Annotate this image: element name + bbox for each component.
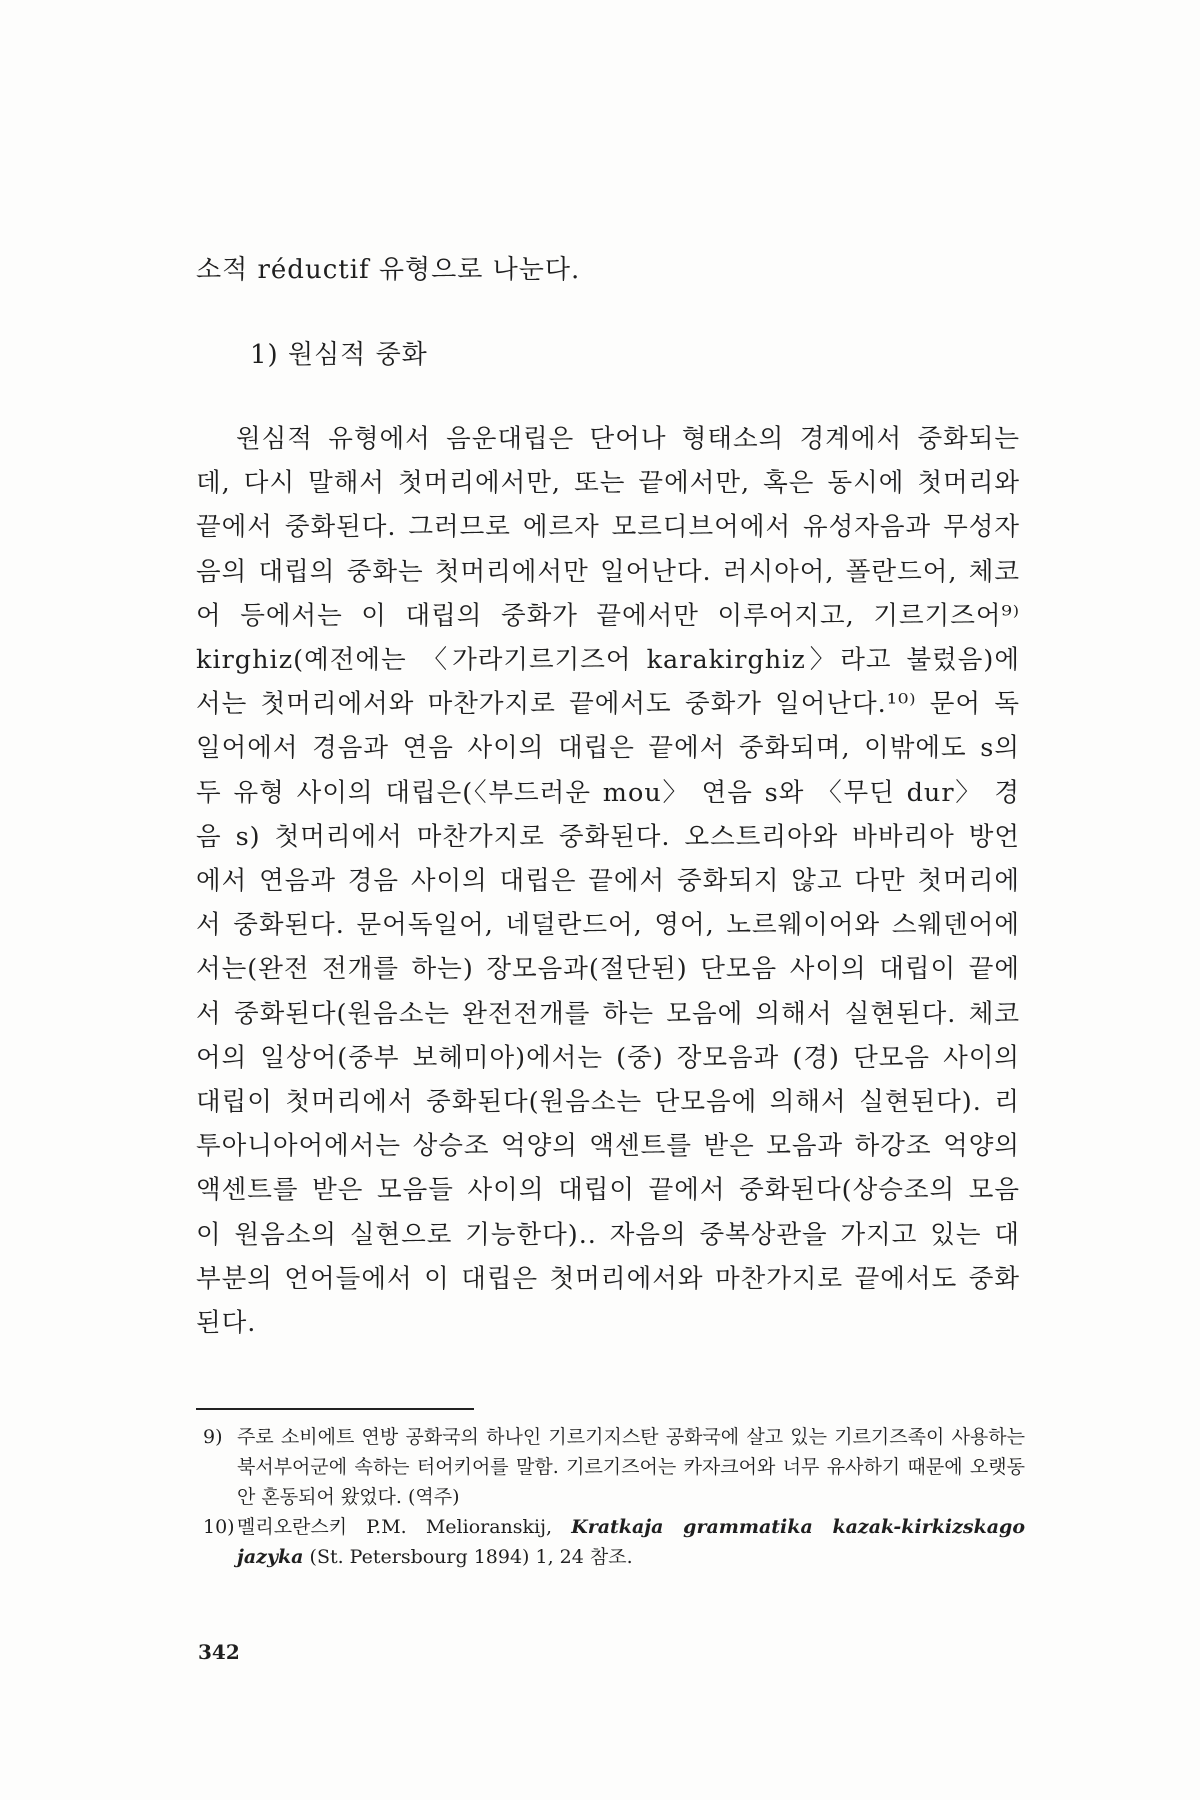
page-number: 342: [198, 1640, 240, 1664]
footnote-number: 10): [203, 1516, 235, 1538]
footnote-10: [203, 1512, 1025, 1572]
footnote-text: [237, 1512, 1025, 1572]
footnote-title: Kratkaja grammatika kazak-kirkizskago jazyka: [237, 1516, 1026, 1568]
footnotes: [203, 1422, 1025, 1572]
footnote-reference-text: 멜리오란스키 P.M. Melioranskij,: [237, 1516, 572, 1538]
footnote-divider: [196, 1408, 474, 1410]
opening-line: 소적 réductif 유형으로 나눈다.: [196, 255, 581, 285]
body-paragraph: 원심적 유형에서 음운대립은 단어나 형태소의 경계에서 중화되는데, 다시 말해서 첫머리에서만, 또는 끝에서만, 혹은 동시에 첫머리와 끝에서 중화된다. 그러므로 에르자 모르디브어에서 유성자음과 무성자음의 대립의 중화는 첫머리에서만 일어난다. 러시아어, 폴란드어, 체코어 등에서는 이 대립의 중화가 끝에서만 이루어지고, 기르기즈어⁹⁾ kirghiz(예전에는 〈가라기르기즈어 karakirghiz〉라고 불렀음)에서는 첫머리에서와 마찬가지로 끝에서도 중화가 일어난다.¹⁰⁾ 문어 독일어에서 경음과 연음 사이의 대립은 끝에서 중화되며, 이밖에도 s의 두 유형 사이의 대립은(〈부드러운 mou〉 연음 s와 〈무딘 dur〉 경음 s) 첫머리에서 마찬가지로 중화된다. 오스트리아와 바바리아 방언에서 연음과 경음 사이의 대립은 끝에서 중화되지 않고 다만 첫머리에서 중화된다. 문어독일어, 네덜란드어, 영어, 노르웨이어와 스웨덴어에서는(완전 전개를 하는) 장모음과(절단된) 단모음 사이의 대립이 끝에서 중화된다(원음소는 완전전개를 하는 모음에 의해서 실현된다. 체코어의 일상어(중부 보헤미아)에서는 (중) 장모음과 (경) 단모음 사이의 대립이 첫머리에서 중화된다(원음소는 단모음에 의해서 실현된다). 리투아니아어에서는 상승조 억양의 액센트를 받은 모음과 하강조 억양의 액센트를 받은 모음들 사이의 대립이 끝에서 중화된다(상승조의 모음이 원음소의 실현으로 기능한다).. 자음의 중복상관을 가지고 있는 대부분의 언어들에서 이 대립은 첫머리에서와 마찬가지로 끝에서도 중화된다.: [196, 424, 1020, 1339]
section-heading: 1) 원심적 중화: [250, 340, 428, 370]
footnote-number: 9): [203, 1426, 223, 1448]
footnote-reference-details: (St. Petersbourg 1894) 1, 24 참조.: [303, 1546, 633, 1568]
footnote-text: 주로 소비에트 연방 공화국의 하나인 기르기지스탄 공화국에 살고 있는 기르기즈족이 사용하는 북서부어군에 속하는 터어키어를 말함. 기르기즈어는 카자크어와 너무 유사하기 때문에 오랫동안 혼동되어 왔었다. (역주): [237, 1426, 1025, 1508]
footnote-9: [203, 1422, 1025, 1512]
